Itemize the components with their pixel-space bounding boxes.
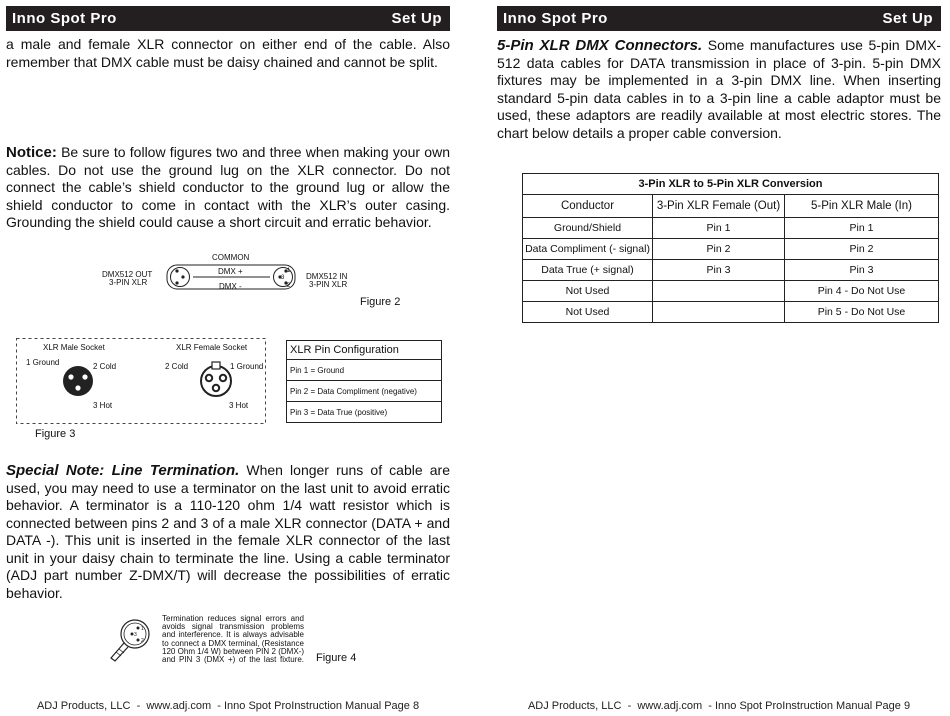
table-cell: Pin 2 [785, 239, 939, 260]
conversion-col-header: Conductor [523, 195, 653, 218]
table-cell [653, 281, 785, 302]
conversion-table [522, 173, 939, 323]
fig4-note-line: to connect a DMX terminal, (Resistance [162, 638, 304, 648]
right-footer: ADJ Products, LLC - www.adj.com - Inno Spot ProInstruction Manual Page 9 [527, 700, 911, 712]
fig2-dmx-plus: DMX + [218, 267, 243, 276]
conversion-col-header: 3-Pin XLR Female (Out) [653, 195, 785, 218]
fig3-male-connector [58, 361, 98, 401]
fig2-out-label-2: 3-PIN XLR [109, 278, 148, 287]
fig4-pin1-label: 1 [141, 626, 144, 632]
fig3-caption: Figure 3 [35, 428, 76, 440]
pin-config-row: Pin 2 = Data Compliment (negative) [287, 381, 442, 402]
fig3-male-socket-label: XLR Male Socket [43, 343, 105, 352]
connectors-label: 5-Pin XLR DMX Connectors. [497, 37, 703, 54]
right-header-title: Inno Spot Pro [503, 10, 608, 27]
fig4-note-line: Termination reduces signal errors and [162, 614, 304, 623]
table-row [523, 302, 939, 323]
table-row [523, 218, 939, 239]
fig2-common-label: COMMON [212, 253, 250, 262]
conversion-table-title: 3-Pin XLR to 5-Pin XLR Conversion [523, 174, 939, 195]
fig3-male-hot: 3 Hot [93, 401, 113, 410]
table-cell: Not Used [523, 281, 653, 302]
notice-paragraph [6, 144, 450, 232]
notice-text: Be sure to follow figures two and three when making your own cables. Do not use the ground lug on the XLR connector. Do not connect the cable’s shield conductor to the ground lug or allow the shield conductor to come in contact with the XLR’s outer casing. Grounding the shield could cause a short circuit and erratic behavior. [6, 144, 450, 230]
table-cell: Pin 3 [653, 260, 785, 281]
terminator-plug-icon [105, 614, 157, 664]
intro-paragraph: a male and female XLR connector on either end of the cable. Also remember that DMX cable must be daisy chained and cannot be split. [6, 36, 450, 70]
fig2-pin3-label: 3 [281, 275, 285, 281]
right-header [497, 6, 941, 31]
fig3-female-cold: 2 Cold [165, 362, 189, 371]
special-note-text: When longer runs of cable are used, you may need to use a terminator on the last unit to avoid erratic behavior. A terminator is a 110-120 ohm 1/4 watt resistor which is connected between pins 2 and 3 of a male XLR connector (DATA + and DATA -). This unit is inserted in the female XLR connector of the last unit in your daisy chain to terminate the line. Using a cable terminator (ADJ part number Z-DMX/T) will decrease the possibilities of erratic behavior. [6, 462, 450, 601]
fig4-note-line: and PIN 3 (DMX +) of the last fixture. [162, 655, 304, 665]
fig3-female-ground: 1 Ground [230, 362, 264, 371]
table-cell: Pin 1 [653, 218, 785, 239]
fig2-in-label-1: DMX512 IN [306, 272, 348, 281]
pin-config-row: Pin 1 = Ground [287, 360, 442, 381]
table-row [523, 239, 939, 260]
connectors-text: Some manufactures use 5-pin DMX-512 data cables for DATA transmission in place of 3-pin. 5-pin DMX fixtures may be implemented in a 3-pin DMX line. When inserting standard 5-pin data cables in to a 3-pin line a cable adaptor must be used, these adaptors are readily available at most electric stores. The chart below details a proper cable conversion. [497, 37, 941, 141]
pin-config-table [286, 340, 442, 423]
right-page [497, 6, 941, 714]
table-cell: Pin 2 [653, 239, 785, 260]
table-cell: Pin 1 [785, 218, 939, 239]
fig4-pin3-label: 3 [134, 632, 137, 638]
left-page [6, 6, 450, 714]
fig2-pin2-label: 2 [287, 283, 291, 289]
table-cell [653, 302, 785, 323]
table-row [523, 281, 939, 302]
pin-config-row: Pin 3 = Data True (positive) [287, 402, 442, 423]
table-cell: Pin 4 - Do Not Use [785, 281, 939, 302]
table-cell: Pin 3 [785, 260, 939, 281]
table-cell: Data Compliment (- signal) [523, 239, 653, 260]
right-header-section: Set Up [882, 10, 933, 27]
pin-config-title: XLR Pin Configuration [287, 341, 442, 360]
table-cell: Ground/Shield [523, 218, 653, 239]
fig4-caption: Figure 4 [316, 652, 357, 664]
fig2-caption: Figure 2 [360, 296, 401, 308]
conversion-col-header: 5-Pin XLR Male (In) [785, 195, 939, 218]
left-footer: ADJ Products, LLC - www.adj.com - Inno Spot ProInstruction Manual Page 8 [36, 700, 420, 712]
fig2-in-label-2: 3-PIN XLR [309, 280, 348, 289]
left-header [6, 6, 450, 31]
connectors-paragraph [497, 37, 941, 142]
table-cell: Not Used [523, 302, 653, 323]
notice-label: Notice: [6, 144, 57, 161]
special-note-label: Special Note: Line Termination. [6, 462, 240, 479]
fig4-pin2-label: 2 [141, 638, 144, 644]
fig3-female-hot: 3 Hot [229, 401, 249, 410]
fig2-pin1-label: 1 [287, 268, 291, 274]
left-header-section: Set Up [391, 10, 442, 27]
table-cell: Data True (+ signal) [523, 260, 653, 281]
fig2-dmx-minus: DMX - [219, 282, 242, 291]
fig2-out-label-1: DMX512 OUT [102, 270, 153, 279]
special-note-paragraph [6, 462, 450, 602]
fig4-note [162, 615, 304, 664]
fig4-note-line: avoids signal transmission problems [162, 622, 304, 632]
fig4-note-line: and interference. It is always advisable [162, 630, 304, 640]
fig3-female-socket-label: XLR Female Socket [176, 343, 248, 352]
fig3-male-cold: 2 Cold [93, 362, 117, 371]
left-header-title: Inno Spot Pro [12, 10, 117, 27]
table-row [523, 260, 939, 281]
fig3-male-ground: 1 Ground [26, 358, 60, 367]
fig4-note-line: 120 Ohm 1/4 W) between PIN 2 (DMX-) [162, 646, 304, 656]
table-cell: Pin 5 - Do Not Use [785, 302, 939, 323]
